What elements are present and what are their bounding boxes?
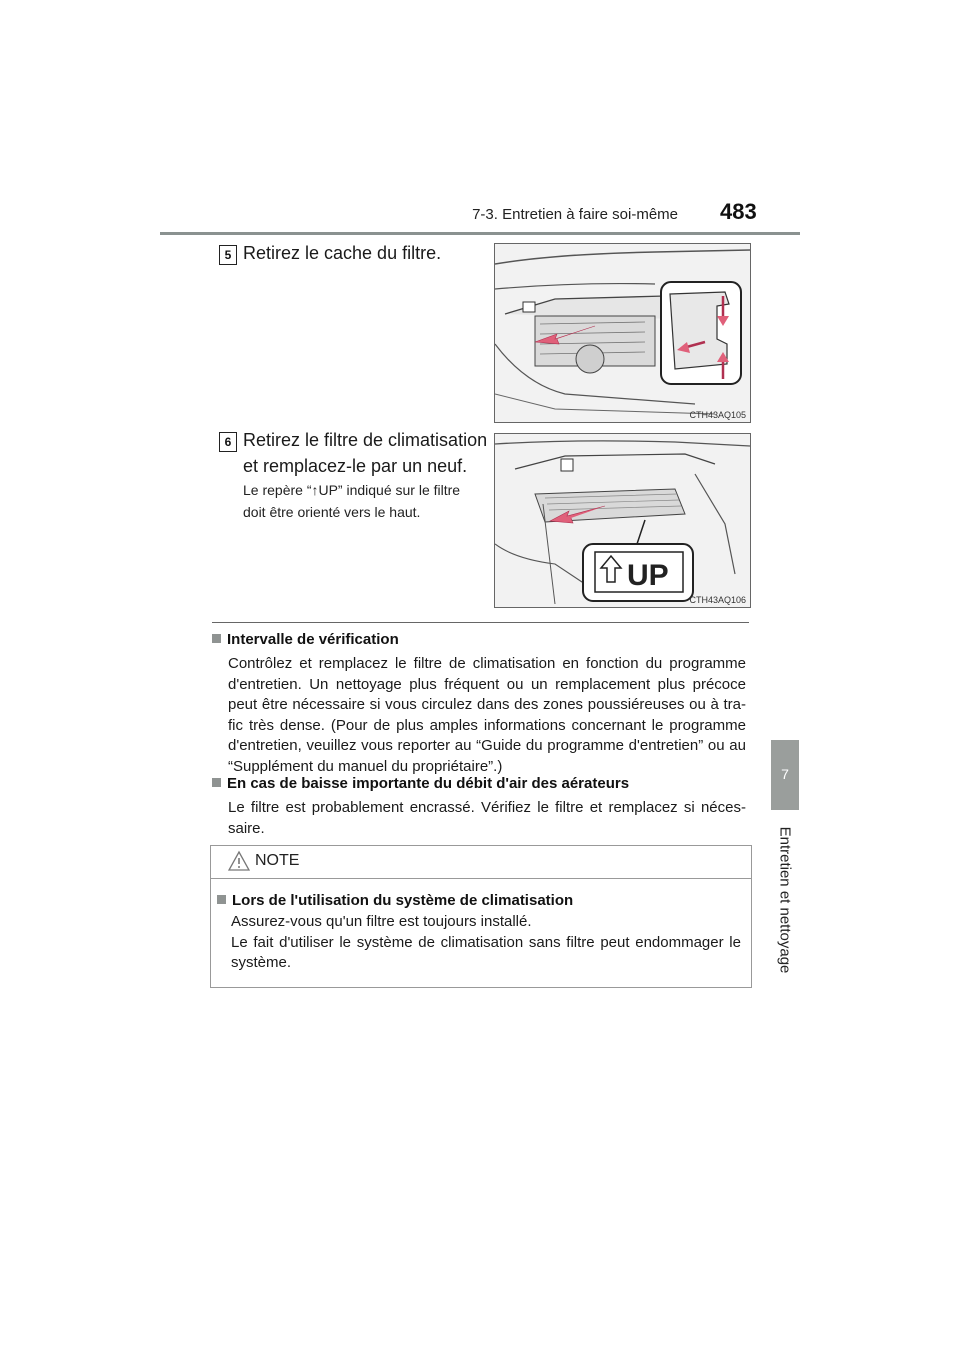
filter-replace-illustration	[495, 434, 750, 607]
body-line: fic très dense. (Pour de plus amples informations concernant le programme	[228, 716, 746, 734]
section-heading-interval	[212, 630, 399, 650]
section-body-interval	[228, 654, 746, 777]
body-line: d'entretien. Un nettoyage plus fréquent ou un remplacement plus précoce	[228, 675, 746, 693]
body-line: Contrôlez et remplacez le filtre de climatisation en fonction du programme	[228, 655, 746, 672]
figure-filter-replace	[494, 433, 751, 608]
section-heading-text: Intervalle de vérification	[227, 631, 399, 648]
figure-code: CTH43AQ106	[689, 595, 746, 605]
body-line: Le filtre est probablement encrassé. Vérifiez le filtre et remplacez si néces-	[228, 799, 746, 816]
note-heading-text: Lors de l'utilisation du système de climatisation	[232, 892, 574, 909]
note-title: NOTE	[255, 852, 300, 869]
warning-triangle-icon	[228, 850, 250, 872]
note-line: système.	[231, 954, 292, 971]
section-separator	[212, 622, 749, 623]
figure-filter-cover	[494, 243, 751, 423]
body-line: “Supplément du manuel du propriétaire”.)	[228, 757, 503, 775]
header-rule	[160, 232, 800, 235]
filter-cover-illustration	[495, 244, 750, 422]
figure-code: CTH43AQ105	[689, 410, 746, 420]
section-body-airflow	[228, 798, 746, 839]
body-line: d'entretien, veuillez vous reporter au “Guide du programme d'entretien” ou au	[228, 737, 746, 754]
up-label: UP	[627, 559, 669, 592]
square-bullet-icon	[212, 634, 221, 643]
body-line: peut être nécessaire si vous circulez dans des zones poussiéreuses ou à tra-	[228, 696, 746, 713]
step-6-badge: 6	[219, 432, 237, 452]
note-line: Le fait d'utiliser le système de climatisation sans filtre peut endommager le	[231, 933, 741, 951]
note-body	[231, 912, 741, 974]
body-line: saire.	[228, 819, 265, 837]
step-6-text-line2: et remplacez-le par un neuf.	[243, 456, 468, 476]
note-header	[211, 846, 751, 879]
section-heading-airflow	[212, 774, 629, 794]
chapter-title-vertical	[771, 820, 799, 980]
step-6-note-line2: doit être orienté vers le haut.	[243, 504, 421, 520]
note-box	[210, 845, 752, 988]
step-5-text: Retirez le cache du filtre.	[243, 243, 442, 263]
page-number: 483	[720, 199, 757, 224]
chapter-number: 7	[781, 766, 789, 782]
section-heading-text: En cas de baisse importante du débit d'air des aérateurs	[227, 775, 630, 792]
note-line: Assurez-vous qu'un filtre est toujours installé.	[231, 913, 532, 930]
square-bullet-icon	[217, 895, 226, 904]
step-6-note-line1: Le repère “↑UP” indiqué sur le filtre	[243, 482, 461, 498]
step-6-text-line1: Retirez le filtre de climatisation	[243, 430, 488, 450]
note-heading	[217, 891, 573, 911]
step-5-badge: 5	[219, 245, 237, 265]
square-bullet-icon	[212, 778, 221, 787]
chapter-title: Entretien et nettoyage	[776, 826, 794, 974]
chapter-tab	[771, 740, 799, 810]
section-title: 7-3. Entretien à faire soi-même	[472, 206, 678, 223]
